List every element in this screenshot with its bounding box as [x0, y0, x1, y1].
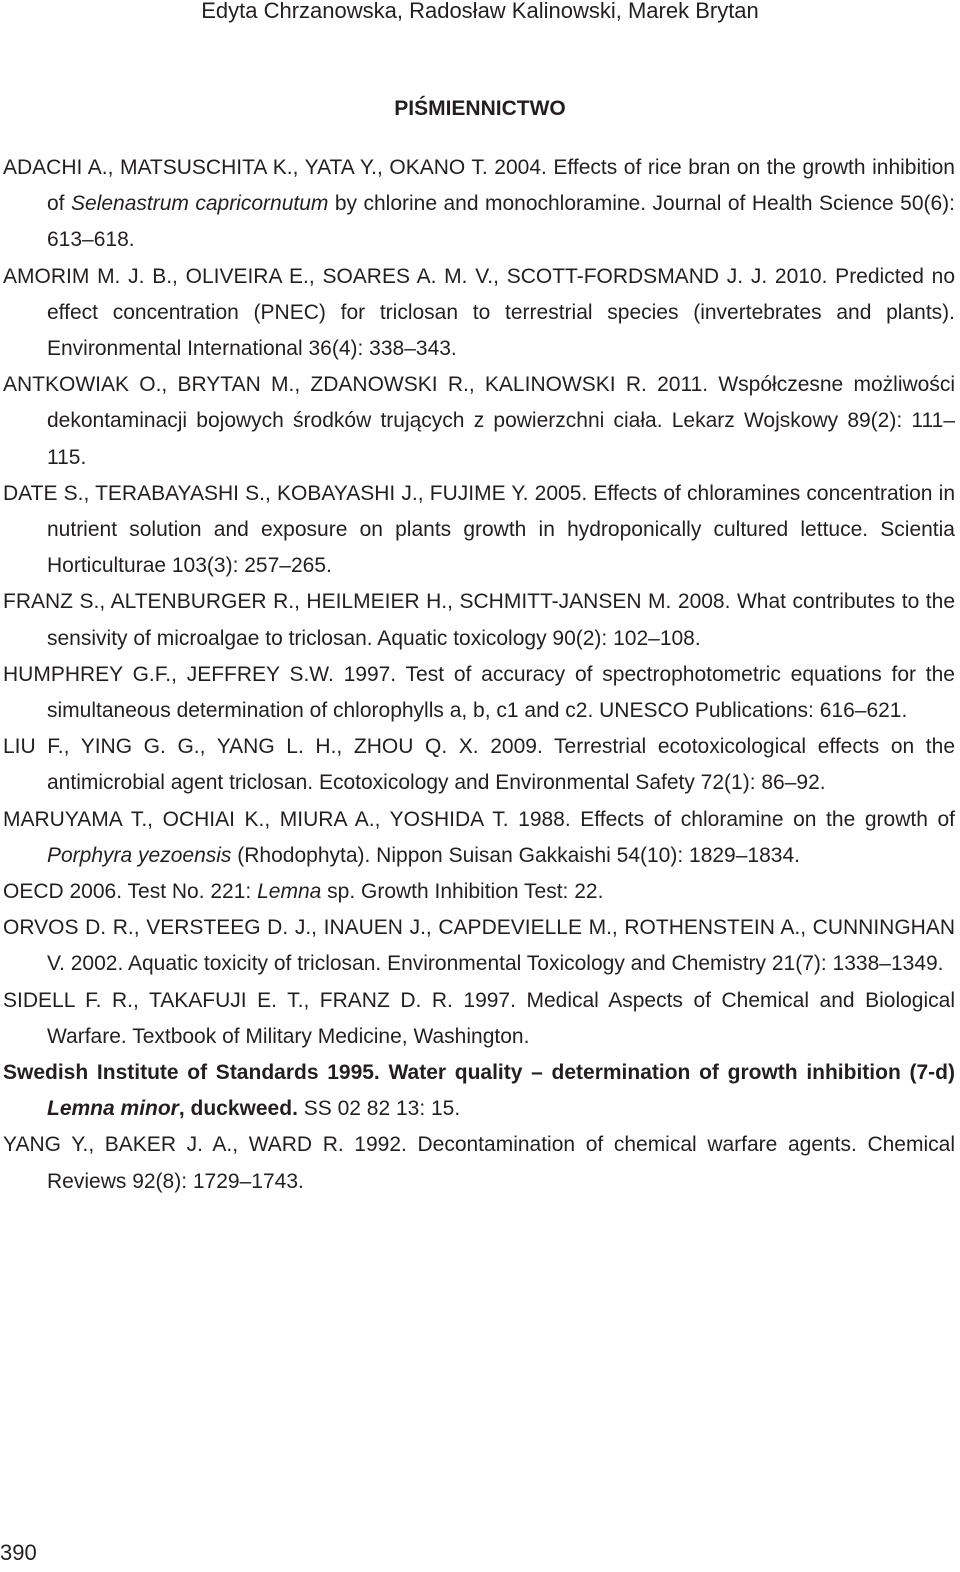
- reference-text: DATE S., TERABAYASHI S., KOBAYASHI J., FUJIME Y. 2005. Effects of chloramines concentration in nutrient solution and exposure on plants growth in hydroponically cultured lettuce. Scientia Horticulturae 103(3): 257–265.: [3, 481, 955, 578]
- reference-text: FRANZ S., ALTENBURGER R., HEILMEIER H., SCHMITT-JANSEN M. 2008. What contributes to the sensivity of microalgae to triclosan. Aquatic toxicology 90(2): 102–108.: [3, 590, 955, 650]
- page-number: 390: [0, 1540, 37, 1565]
- section-heading: PIŚMIENNICTWO: [394, 97, 566, 120]
- reference-entry: [3, 657, 955, 729]
- reference-entry: [3, 584, 955, 656]
- reference-text: YANG Y., BAKER J. A., WARD R. 1992. Decontamination of chemical warfare agents. Chemical Reviews 92(8): 1729–1743.: [3, 1133, 955, 1193]
- reference-entry: [3, 729, 955, 801]
- reference-entry: [3, 802, 955, 874]
- reference-entry: [3, 367, 955, 476]
- reference-entry: [3, 910, 955, 982]
- reference-entry: [3, 874, 955, 910]
- reference-list: [3, 150, 955, 1200]
- reference-text: LIU F., YING G. G., YANG L. H., ZHOU Q. X. 2009. Terrestrial ecotoxicological effects on the antimicrobial agent triclosan. Ecotoxicology and Environmental Safety 72(1): 86–92.: [3, 735, 955, 795]
- reference-entry: [3, 983, 955, 1055]
- reference-text: OECD 2006. Test No. 221:: [3, 880, 258, 904]
- reference-entry: [3, 476, 955, 585]
- reference-entry: [3, 150, 955, 259]
- reference-text: ADACHI A., MATSUSCHITA K., YATA Y., OKANO T. 2004. Effects of rice bran on the growth inhibition of: [3, 156, 955, 216]
- reference-italic-text: Lemna: [257, 880, 322, 904]
- reference-text: by chlorine and monochloramine. Journal of Health Science 50(6): 613–618.: [47, 192, 955, 252]
- reference-text: MARUYAMA T., OCHIAI K., MIURA A., YOSHIDA T. 1988. Effects of chloramine on the growth of: [3, 807, 955, 831]
- reference-italic-text: Porphyra yezoensis: [47, 843, 232, 867]
- reference-text: ANTKOWIAK O., BRYTAN M., ZDANOWSKI R., KALINOWSKI R. 2011. Współczesne możliwości dekontaminacji bojowych środków trujących z powierzchni ciała. Lekarz Wojskowy 89(2): 111–115.: [3, 373, 955, 469]
- reference-text: ORVOS D. R., VERSTEEG D. J., INAUEN J., CAPDEVIELLE M., ROTHENSTEIN A., CUNNINGHAN V. 2002. Aquatic toxicity of triclosan. Environmental Toxicology and Chemistry 21(7): 1338–1349.: [3, 916, 955, 976]
- reference-entry: [3, 259, 955, 368]
- running-head: Edyta Chrzanowska, Radosław Kalinowski, Marek Brytan: [201, 0, 759, 23]
- reference-text: sp. Growth Inhibition Test: 22.: [321, 880, 604, 904]
- reference-text: SIDELL F. R., TAKAFUJI E. T., FRANZ D. R. 1997. Medical Aspects of Chemical and Biological Warfare. Textbook of Military Medicine, Washington.: [3, 988, 955, 1048]
- reference-italic-text: Selenastrum capricornutum: [70, 192, 329, 216]
- reference-entry: [3, 1127, 955, 1199]
- reference-text: , duckweed.: [178, 1097, 298, 1121]
- reference-text: HUMPHREY G.F., JEFFREY S.W. 1997. Test of accuracy of spectrophotometric equations for the simultaneous determination of chlorophylls a, b, c1 and c2. UNESCO Publications: 616–621.: [3, 662, 955, 723]
- reference-text: SS 02 82 13: 15.: [297, 1097, 461, 1121]
- reference-text: Swedish Institute of Standards 1995. Water quality – determination of growth inhibition (7-d): [3, 1061, 955, 1085]
- reference-text: AMORIM M. J. B., OLIVEIRA E., SOARES A. M. V., SCOTT-FORDSMAND J. J. 2010. Predicted no effect concentration (PNEC) for triclosan to terrestrial species (invertebrates and plants). Environmental International 36(4): 338–343.: [3, 264, 955, 361]
- reference-italic-text: Lemna minor: [47, 1097, 179, 1121]
- reference-text: (Rhodophyta). Nippon Suisan Gakkaishi 54(10): 1829–1834.: [231, 843, 800, 867]
- reference-entry: [3, 1055, 955, 1127]
